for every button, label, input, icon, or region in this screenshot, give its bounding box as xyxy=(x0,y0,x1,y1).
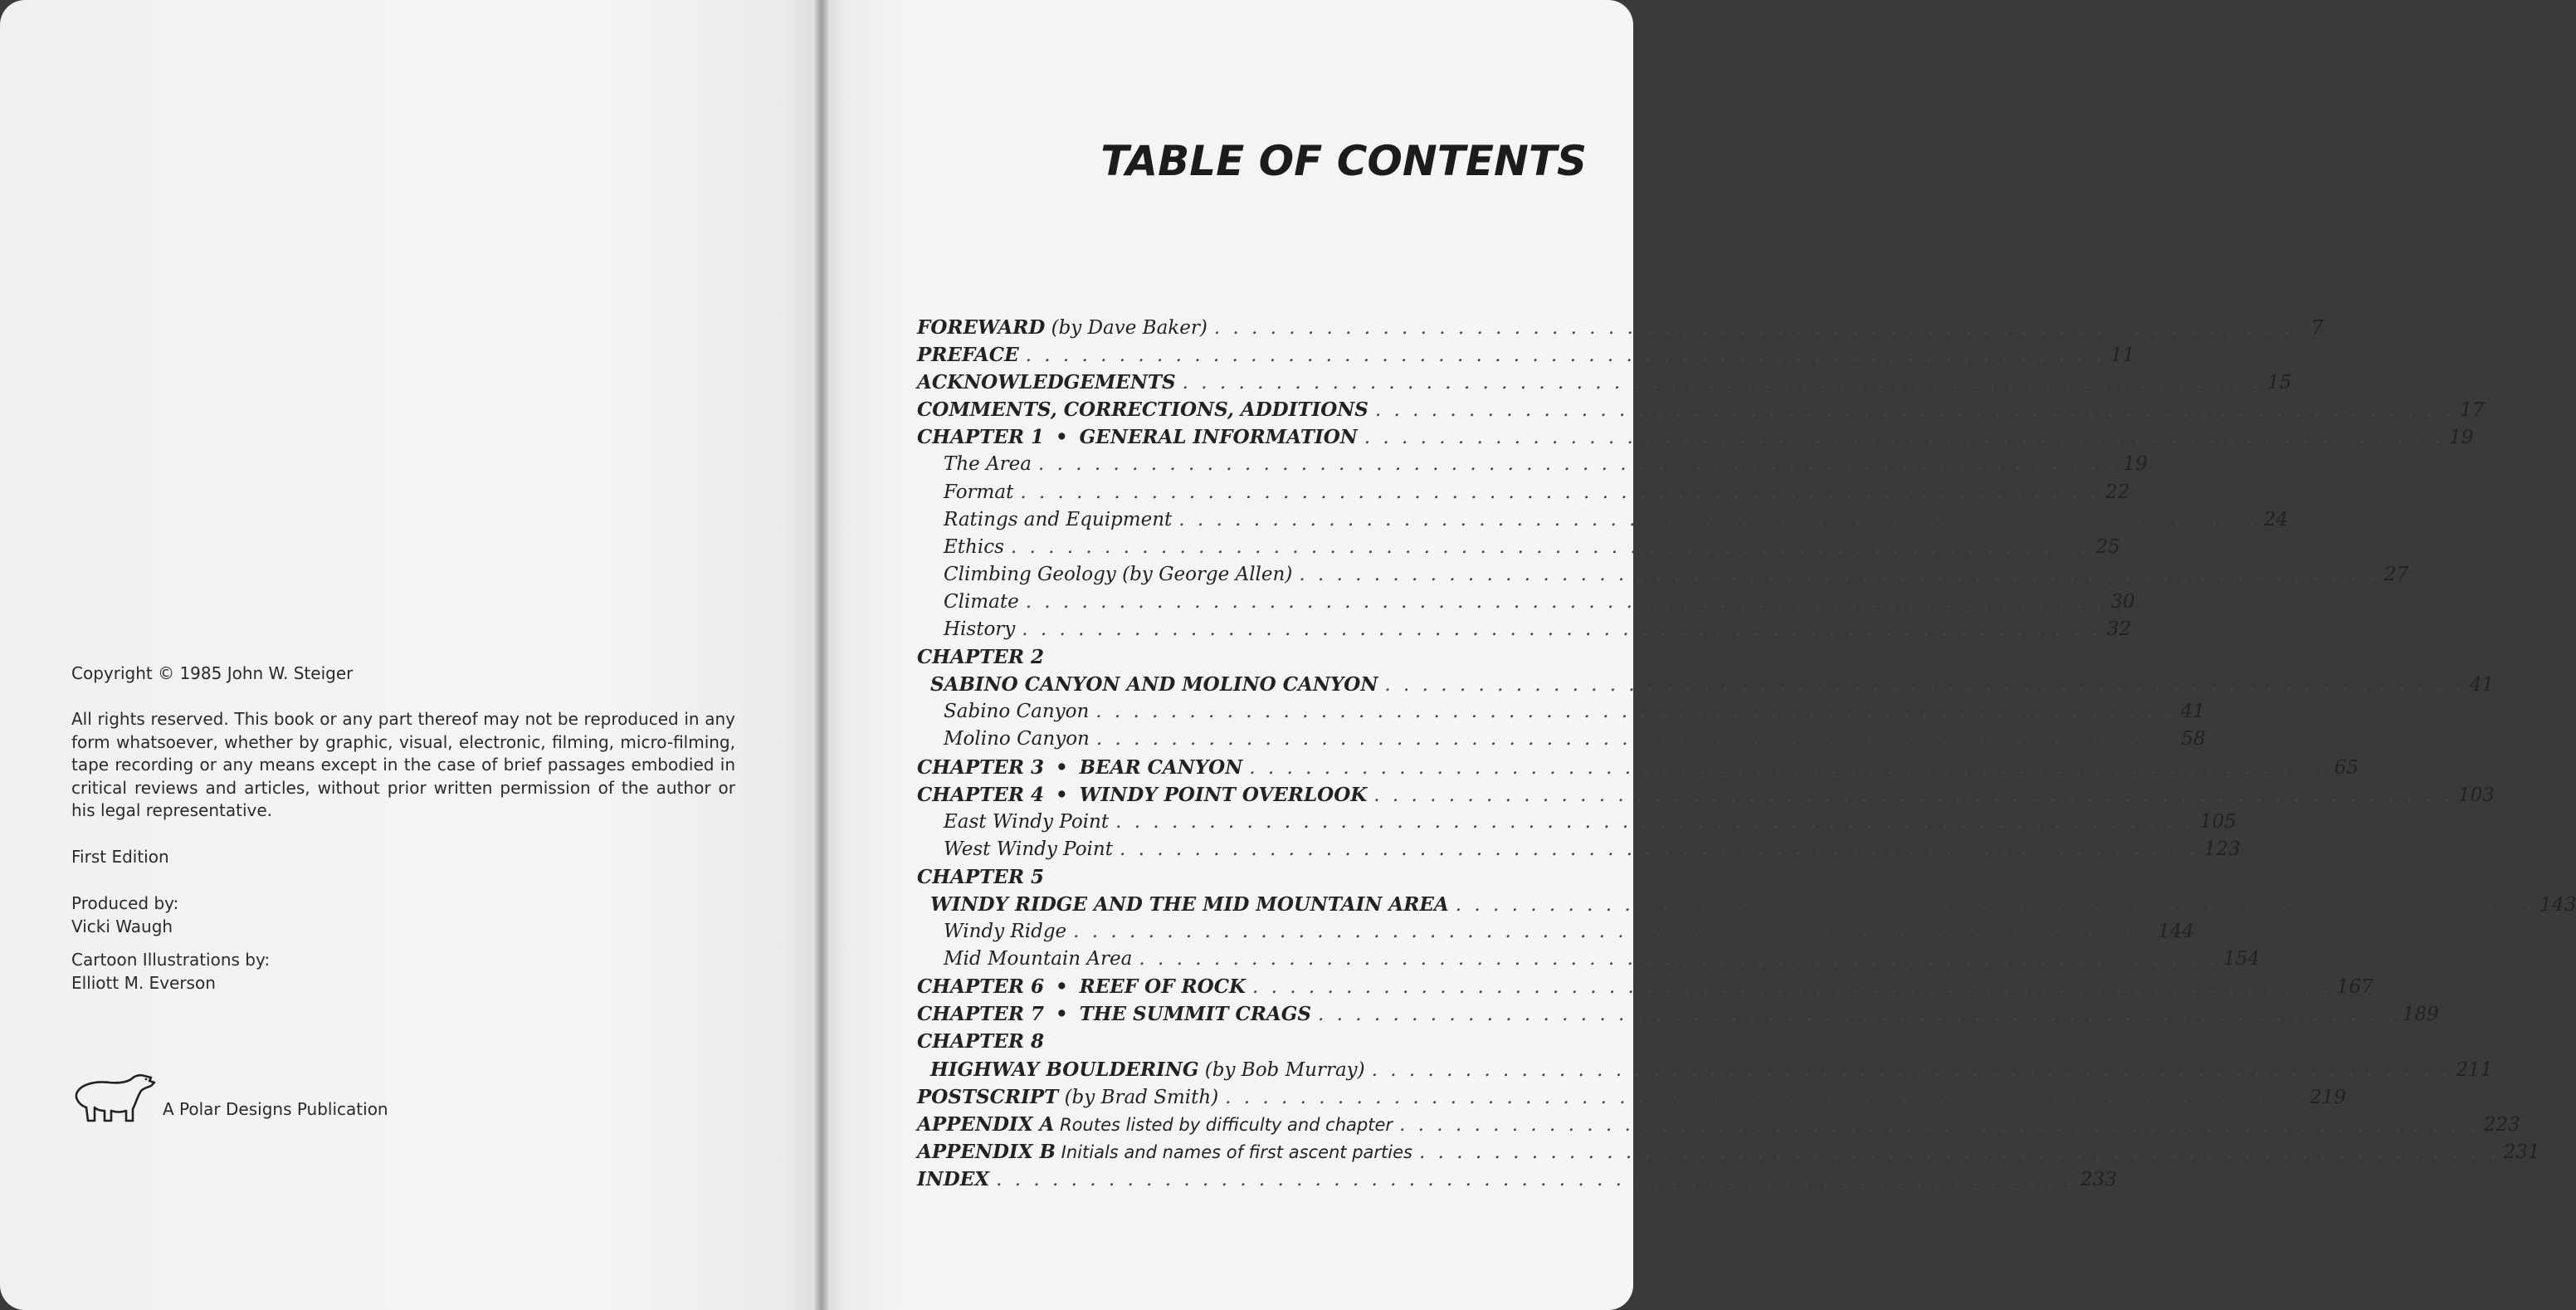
toc-leader-dots: . . . . . . . . . . . . . . . . . . . . . . . . . . . . . . . . . . . . . . . . . . . . . . . . . . . . . . . . . . xyxy=(1020,481,2100,503)
toc-section-title: ACKNOWLEDGEMENTS xyxy=(917,371,1176,394)
toc-leader-dots: . . . . . . . . . . . . . . . . . . . . . . . . . . . . . . . . . . . . . . . . . . . . . . . . . . . . . . . . . . xyxy=(1384,674,2465,697)
toc-subsection-text: The Area xyxy=(944,453,1032,476)
toc-page-number: 58 xyxy=(2181,728,2206,750)
toc-entry xyxy=(917,726,2206,753)
toc-entry xyxy=(917,506,2289,534)
illustrator-label: Cartoon Illustrations by: xyxy=(71,949,271,970)
toc-entry xyxy=(917,643,1581,671)
toc-page-number: 32 xyxy=(2106,618,2132,641)
toc-entry xyxy=(917,863,1581,891)
toc-leader-dots: . . . . . . . . . . . . . . . . . . . . . . . . . . . . . . . . . . . . . . . . . . . . . . . . . . . . . . . . . . xyxy=(1252,976,2332,999)
toc-leader-dots: . . . . . . . . . . . . . . . . . . . . . . . . . . . . . . . . . . . . . . . . . . . . . . . . . . . . . . . . . . xyxy=(1095,701,2176,723)
toc-leader-dots: . . . . . . . . . . . . . . . . . . . . . . . . . . . . . . . . . . . . . . . . . . . . . . . . . . . . . . . . . . xyxy=(1010,535,2091,558)
toc-entry-label xyxy=(917,643,1044,672)
toc-page-number: 103 xyxy=(2458,784,2495,806)
toc-entry-label xyxy=(917,918,1066,946)
toc-page-number: 41 xyxy=(2469,674,2495,697)
toc-section-author: (by Brad Smith) xyxy=(1058,1086,1219,1108)
toc-leader-dots: . . . . . . . . . . . . . . . . . . . . . . . . . . . . . . . . . . . . . . . . . . . . . . . . . . . . . . . . . . xyxy=(1373,784,2454,806)
toc-subsection-text: History xyxy=(944,618,1016,641)
toc-leader-dots: . . . . . . . . . . . . . . . . . . . . . . . . . . . . . . . . . . . . . . . . . . . . . . . . . . . . . . . . . . xyxy=(1299,563,2379,585)
toc-entry xyxy=(917,369,2292,396)
toc-entry xyxy=(917,589,2135,616)
toc-bullet: • xyxy=(1055,975,1068,999)
toc-entry xyxy=(917,1000,2439,1028)
toc-page-number: 27 xyxy=(2383,563,2409,585)
toc-page-number: 189 xyxy=(2402,1004,2439,1026)
toc-entry-label xyxy=(917,671,1378,699)
producer-credit xyxy=(71,892,735,938)
edition-line: First Edition xyxy=(71,846,169,867)
toc-leader-dots: . . . . . . . . . . . . . . . . . . . . . . . . . . . . . . . . . . . . . . . . . . . . . . . . . . . . . . . . . . xyxy=(1139,948,2219,970)
toc-entry xyxy=(917,1028,1581,1055)
toc-entry xyxy=(917,1056,2493,1083)
toc-appendix-description: Initials and names of first ascent parties xyxy=(1056,1141,1412,1162)
toc-entry-label xyxy=(917,836,1113,863)
toc-section-title: HIGHWAY BOULDERING xyxy=(930,1058,1199,1081)
toc-leader-dots: . . . . . . . . . . . . . . . . . . . . . . . . . . . . . . . . . . . . . . . . . . . . . . . . . . . . . . . . . . xyxy=(1115,810,2195,833)
toc-section-title: POSTSCRIPT xyxy=(917,1085,1059,1108)
toc-section-author: (by Dave Baker) xyxy=(1045,317,1208,339)
toc-chapter-title: GENERAL INFORMATION xyxy=(1079,426,1358,449)
toc-subsection-text: Ratings and Equipment xyxy=(944,508,1173,530)
toc-entry-label xyxy=(917,314,1208,342)
toc-subsection-text: West Windy Point xyxy=(944,838,1113,860)
toc-page-number: 223 xyxy=(2483,1113,2520,1136)
toc-bullet: • xyxy=(1055,426,1068,449)
toc-chapter-number: CHAPTER 2 xyxy=(917,646,1044,669)
toc-list xyxy=(917,314,2576,1193)
toc-section-title: FOREWARD xyxy=(917,316,1046,339)
toc-page-number: 65 xyxy=(2334,756,2359,779)
toc-subsection-text: Climate xyxy=(944,590,1019,613)
toc-entry xyxy=(917,781,2495,809)
toc-subsection-text: Windy Ridge xyxy=(944,921,1067,943)
toc-page-number: 219 xyxy=(2309,1086,2346,1108)
toc-entry xyxy=(917,891,2576,918)
toc-page-number: 231 xyxy=(2503,1141,2540,1163)
toc-entry xyxy=(917,754,2359,781)
toc-leader-dots: . . . . . . . . . . . . . . . . . . . . . . . . . . . . . . . . . . . . . . . . . . . . . . . . . . . . . . . . . . xyxy=(1399,1113,2479,1136)
toc-entry xyxy=(917,451,2148,478)
toc-entry xyxy=(917,1166,2117,1193)
toc-entry-label xyxy=(917,891,1449,919)
toc-section-author: (by Bob Murray) xyxy=(1198,1058,1365,1081)
toc-entry-label xyxy=(917,1083,1218,1112)
toc-entry-label xyxy=(917,616,1015,643)
toc-leader-dots: . . . . . . . . . . . . . . . . . . . . . . . . . . . . . . . . . . . . . . . . . . . . . . . . . . . . . . . . . . xyxy=(1318,1004,2398,1026)
toc-entry-label xyxy=(917,1000,1311,1029)
publisher-line xyxy=(71,1069,388,1127)
toc-chapter-number: CHAPTER 1 xyxy=(917,426,1044,449)
toc-leader-dots: . . . . . . . . . . . . . . . . . . . . . . . . . . . . . . . . . . . . . . . . . . . . . . . . . . . . . . . . . . xyxy=(1225,1086,2305,1108)
toc-appendix-title: APPENDIX A xyxy=(917,1112,1055,1136)
toc-subsection-text: Sabino Canyon xyxy=(944,701,1090,723)
toc-section-title: SABINO CANYON AND MOLINO CANYON xyxy=(930,673,1378,697)
toc-entry-label xyxy=(917,423,1358,452)
toc-entry-label xyxy=(917,479,1013,506)
toc-leader-dots: . . . . . . . . . . . . . . . . . . . . . . . . . . . . . . . . . . . . . . . . . . . . . . . . . . . . . . . . . . xyxy=(1025,345,2105,367)
toc-leader-dots: . . . . . . . . . . . . . . . . . . . . . . . . . . . . . . . . . . . . . . . . . . . . . . . . . . . . . . . . . . xyxy=(1371,1058,2452,1081)
toc-entry-label xyxy=(917,506,1172,534)
toc-entry xyxy=(917,534,2120,561)
toc-entry-label xyxy=(917,1111,1393,1139)
toc-entry-label xyxy=(917,698,1089,726)
toc-entry xyxy=(917,973,2374,1000)
toc-leader-dots: . . . . . . . . . . . . . . . . . . . . . . . . . . . . . . . . . . . . . . . . . . . . . . . . . . . . . . . . . . xyxy=(1182,372,2262,394)
toc-page-number: 154 xyxy=(2223,948,2261,970)
toc-entry-label xyxy=(917,1056,1365,1084)
producer-label: Produced by: xyxy=(71,892,179,913)
toc-entry-label xyxy=(917,451,1032,478)
toc-chapter-number: CHAPTER 8 xyxy=(917,1030,1044,1053)
toc-chapter-number: CHAPTER 3 xyxy=(917,755,1044,779)
toc-subsection-text: East Windy Point xyxy=(944,810,1110,833)
toc-entry-label xyxy=(917,396,1368,424)
toc-section-title: PREFACE xyxy=(917,344,1019,367)
toc-entry xyxy=(917,836,2241,863)
toc-leader-dots: . . . . . . . . . . . . . . . . . . . . . . . . . . . . . . . . . . . . . . . . . . . . . . . . . . . . . . . . . . xyxy=(1249,756,2330,779)
toc-chapter-number: CHAPTER 6 xyxy=(917,975,1044,999)
toc-entry xyxy=(917,423,2474,451)
toc-chapter-number: CHAPTER 4 xyxy=(917,783,1044,806)
toc-subsection-text: Climbing Geology (by George Allen) xyxy=(944,563,1293,585)
toc-page-number: 19 xyxy=(2449,427,2474,449)
toc-page-number: 25 xyxy=(2095,535,2120,558)
toc-entry-label xyxy=(917,561,1292,589)
toc-entry-label xyxy=(917,534,1004,561)
toc-leader-dots: . . . . . . . . . . . . . . . . . . . . . . . . . . . . . . . . . . . . . . . . . . . . . . . . . . . . . . . . . . xyxy=(1364,427,2444,449)
toc-leader-dots: . . . . . . . . . . . . . . . . . . . . . . . . . . . . . . . . . . . . . . . . . . . . . . . . . . . . . . . . . . xyxy=(1038,453,2118,476)
toc-entry xyxy=(917,561,2409,589)
producer-name: Vicki Waugh xyxy=(71,916,173,936)
toc-entry-label xyxy=(917,341,1019,369)
copyright-line: Copyright © 1985 John W. Steiger xyxy=(71,663,354,683)
toc-entry xyxy=(917,1138,2540,1166)
toc-entry-label xyxy=(917,863,1044,892)
toc-entry-label xyxy=(917,1028,1044,1056)
toc-page-number: 22 xyxy=(2105,481,2130,503)
toc-entry xyxy=(917,671,2495,698)
toc-page-number: 15 xyxy=(2267,372,2292,394)
toc-page-number: 167 xyxy=(2336,976,2374,999)
toc-leader-dots: . . . . . . . . . . . . . . . . . . . . . . . . . . . . . . . . . . . . . . . . . . . . . . . . . . . . . . . . . . xyxy=(1022,618,2102,641)
toc-entry-label xyxy=(917,726,1090,753)
toc-page-number: 24 xyxy=(2263,508,2289,530)
toc-subsection-text: Mid Mountain Area xyxy=(944,948,1133,970)
toc-page-number: 143 xyxy=(2539,893,2576,916)
toc-leader-dots: . . . . . . . . . . . . . . . . . . . . . . . . . . . . . . . . . . . . . . . . . . . . . . . . . . . . . . . . . . xyxy=(1418,1141,2499,1163)
toc-entry xyxy=(917,616,2132,643)
toc-entry xyxy=(917,314,2324,341)
toc-leader-dots: . . . . . . . . . . . . . . . . . . . . . . . . . . . . . . . . . . . . . . . . . . . . . . . . . . . . . . . . . . xyxy=(1455,893,2535,916)
toc-entry xyxy=(917,396,2485,423)
toc-subsection-text: Ethics xyxy=(944,535,1004,558)
toc-subsection-text: Molino Canyon xyxy=(944,728,1090,750)
book-spine xyxy=(815,0,828,1310)
toc-page-number: 211 xyxy=(2456,1058,2493,1081)
toc-leader-dots: . . . . . . . . . . . . . . . . . . . . . . . . . . . . . . . . . . . . . . . . . . . . . . . . . . . . . . . . . . xyxy=(1073,921,2153,943)
toc-appendix-title: APPENDIX B xyxy=(917,1140,1056,1163)
toc-page-number: 233 xyxy=(2080,1168,2117,1190)
toc-leader-dots: . . . . . . . . . . . . . . . . . . . . . . . . . . . . . . . . . . . . . . . . . . . . . . . . . . . . . . . . . . xyxy=(1095,728,2176,750)
toc-page-number: 7 xyxy=(2310,317,2324,339)
toc-page-number: 30 xyxy=(2110,590,2135,613)
toc-page-number: 123 xyxy=(2203,838,2241,860)
toc-title: TABLE OF CONTENTS xyxy=(1100,137,1587,185)
toc-page-number: 19 xyxy=(2123,453,2148,476)
toc-bullet: • xyxy=(1055,1003,1068,1026)
toc-chapter-title: THE SUMMIT CRAGS xyxy=(1079,1003,1312,1026)
toc-chapter-number: CHAPTER 5 xyxy=(917,865,1044,888)
toc-leader-dots: . . . . . . . . . . . . . . . . . . . . . . . . . . . . . . . . . . . . . . . . . . . . . . . . . . . . . . . . . . xyxy=(1119,838,2199,860)
toc-leader-dots: . . . . . . . . . . . . . . . . . . . . . . . . . . . . . . . . . . . . . . . . . . . . . . . . . . . . . . . . . . xyxy=(1374,399,2455,422)
toc-section-title: WINDY RIDGE AND THE MID MOUNTAIN AREA xyxy=(930,892,1449,916)
toc-leader-dots: . . . . . . . . . . . . . . . . . . . . . . . . . . . . . . . . . . . . . . . . . . . . . . . . . . . . . . . . . . xyxy=(1213,317,2294,339)
polar-bear-icon xyxy=(71,1069,158,1127)
toc-leader-dots: . . . . . . . . . . . . . . . . . . . . . . . . . . . . . . . . . . . . . . . . . . . . . . . . . . . . . . . . . . xyxy=(996,1168,2076,1190)
toc-page-number: 17 xyxy=(2460,399,2485,422)
toc-page-number: 144 xyxy=(2157,921,2194,943)
toc-entry-label xyxy=(917,781,1367,809)
toc-subsection-text: Format xyxy=(944,481,1014,503)
toc-entry-label xyxy=(917,1166,989,1194)
toc-appendix-description: Routes listed by difficulty and chapter xyxy=(1054,1114,1393,1135)
toc-bullet: • xyxy=(1055,755,1068,779)
toc-entry-label xyxy=(917,809,1109,836)
illustrator-credit xyxy=(71,948,735,995)
toc-leader-dots: . . . . . . . . . . . . . . . . . . . . . . . . . . . . . . . . . . . . . . . . . . . . . . . . . . . . . . . . . . xyxy=(1025,590,2105,613)
toc-chapter-title: WINDY POINT OVERLOOK xyxy=(1079,783,1368,806)
toc-section-title: INDEX xyxy=(917,1167,990,1190)
illustrator-name: Elliott M. Everson xyxy=(71,972,216,993)
toc-entry-label xyxy=(917,946,1132,973)
toc-entry-label xyxy=(917,589,1019,616)
toc-entry xyxy=(917,1083,2346,1111)
toc-entry xyxy=(917,698,2206,726)
toc-entry xyxy=(917,809,2237,836)
toc-bullet: • xyxy=(1055,783,1068,806)
toc-entry-label xyxy=(917,754,1242,782)
toc-entry xyxy=(917,479,2130,506)
toc-entry-label xyxy=(917,973,1246,1001)
toc-page-number: 41 xyxy=(2180,701,2206,723)
copyright-block xyxy=(71,662,735,1004)
rights-statement: All rights reserved. This book or any part thereof may not be reproduced in any form whatsoever, whether by graphic, visual, electronic, filming, micro-filming, tape recording or any means except in the case of brief passages embodied in critical reviews and articles, without prior written permission of the author or his legal representative. xyxy=(71,709,735,820)
toc-entry xyxy=(917,1111,2520,1138)
publisher-name: A Polar Designs Publication xyxy=(163,1099,388,1119)
toc-page-number: 105 xyxy=(2199,810,2237,833)
toc-entry xyxy=(917,946,2261,973)
toc-chapter-title: REEF OF ROCK xyxy=(1079,975,1246,999)
toc-entry xyxy=(917,918,2194,946)
toc-entry-label xyxy=(917,369,1176,397)
toc-section-title: COMMENTS, CORRECTIONS, ADDITIONS xyxy=(917,398,1368,422)
toc-leader-dots: . . . . . . . . . . . . . . . . . . . . . . . . . . . . . . . . . . . . . . . . . . . . . . . . . . . . . . . . . . xyxy=(1178,508,2259,530)
toc-chapter-number: CHAPTER 7 xyxy=(917,1003,1044,1026)
toc-entry-label xyxy=(917,1138,1412,1166)
toc-chapter-title: BEAR CANYON xyxy=(1079,755,1243,779)
toc-page-number: 11 xyxy=(2110,345,2135,367)
toc-entry xyxy=(917,341,2135,369)
